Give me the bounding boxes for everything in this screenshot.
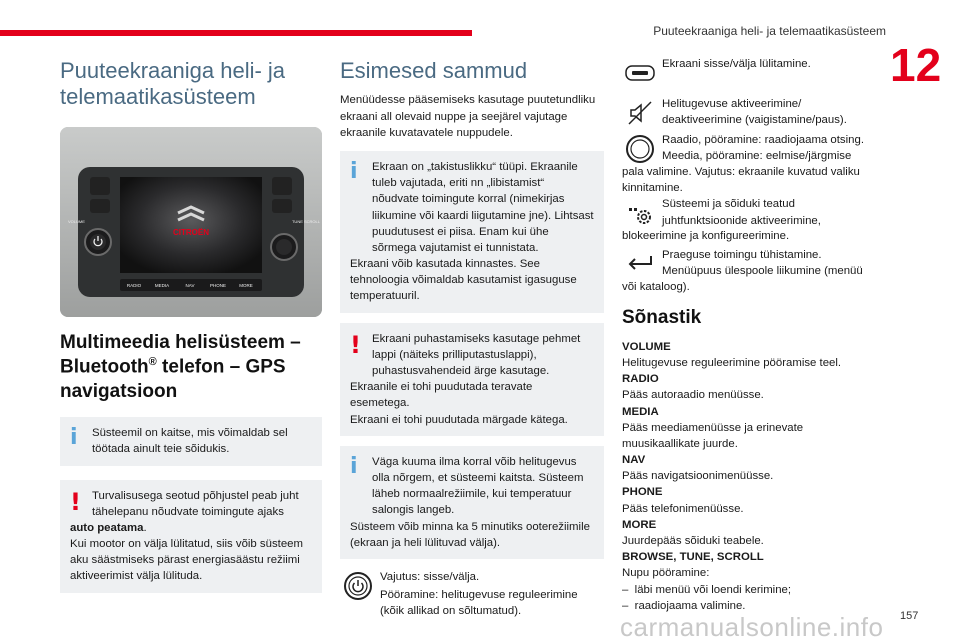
radio-btn-media: MEDIA xyxy=(154,282,170,288)
dict-def: Helitugevuse reguleerimine pööramise teel. xyxy=(622,356,842,369)
dict-def: Pääs navigatsioonimenüüsse. xyxy=(622,470,774,483)
ctrl-text xyxy=(662,196,882,230)
warning-icon: ! xyxy=(70,487,81,516)
ctrl-text xyxy=(662,96,882,130)
dict-list-item: – raadiojaama valimine. xyxy=(622,599,746,612)
note-text: Ekraani võib kasutada kinnastes. See tehnoloogia võimaldab kasutamist igasuguse temperatuuril. xyxy=(350,258,577,303)
note-text: Ekraani puhastamiseks kasutage pehmet lappi (näiteks prilliputastuslappi), puhastusvahendeid ärge kasutage. xyxy=(372,332,581,378)
heading-part-2: telefon – GPS navigatsioon xyxy=(60,356,286,403)
dict-term: RADIO xyxy=(622,373,659,386)
warning-text-2: . xyxy=(143,521,147,534)
warning-bold: auto peatama xyxy=(70,521,144,534)
ctrl-mute xyxy=(622,96,882,130)
watermark: carmanualsonline.info xyxy=(620,612,884,640)
note-text: Ekraani ei tohi puudutada märgade kätega. xyxy=(350,413,568,426)
ctrl-cont-knob: pala valimine. Vajutus: ekraanile kuvatud valiku kinnitamine. xyxy=(622,166,860,195)
radio-unit-illustration xyxy=(60,127,322,317)
radio-btn-phone: PHONE xyxy=(209,282,227,288)
info-note-text: Süsteemil on kaitse, mis võimaldab sel töötada ainult teie sõidukis. xyxy=(92,427,288,456)
knob-icon xyxy=(622,132,658,166)
ctrl-line: Raadio, pööramine: raadiojaama otsing. Meedia, pööramine: eelmise/järgmise xyxy=(662,134,864,163)
heading-part-1: Multimeedia helisüsteem – Bluetooth xyxy=(60,331,301,378)
dictionary-list xyxy=(622,339,882,614)
settings-icon xyxy=(622,196,658,230)
warning-text-1: Turvalisusega seotud põhjustel peab juht tähelepanu nõudvate toimingute ajaks xyxy=(92,489,299,518)
warning-note xyxy=(60,480,322,593)
radio-btn-more: MORE xyxy=(239,282,253,288)
dict-term: NAV xyxy=(622,454,646,467)
ctrl-settings xyxy=(622,196,882,230)
ctrl-line-2-text: Pööramine: helitugevuse reguleerimine (kõik allikad on sõltumatud). xyxy=(380,588,578,618)
column-3 xyxy=(622,56,882,614)
page-number: 157 xyxy=(900,610,919,622)
radio-btn-nav: NAV xyxy=(185,282,195,288)
radio-unit-image xyxy=(60,127,322,317)
heading-sup: ® xyxy=(148,356,157,369)
dict-list-item: – läbi menüü või loendi kerimine; xyxy=(622,583,792,596)
note-text: Süsteem võib minna ka 5 minutiks ooterežiimile (ekraan ja heli lülituvad välja). xyxy=(350,520,590,549)
chapter-number: 12 xyxy=(890,39,942,91)
info-icon: i xyxy=(350,453,358,479)
ctrl-line-2 xyxy=(340,587,604,619)
info-icon: i xyxy=(350,158,358,184)
dict-term: MEDIA xyxy=(622,405,659,418)
ctrl-line: Süsteemi ja sõiduki teatud juhtfunktsioonide aktiveerimine, xyxy=(662,198,821,227)
intro-text: Menüüdesse pääsemiseks kasutage puutetundliku ekraani all olevaid nuppe ja seejärel vajutage ekraanile kuvatavatele nuppudele. xyxy=(340,94,596,139)
column-2 xyxy=(340,56,604,619)
warning-note-cleaning xyxy=(340,323,604,436)
running-title: Puuteekraaniga heli- ja telemaatikasüsteem xyxy=(653,24,886,38)
dict-def: Nupu pööramine: xyxy=(622,567,710,580)
power-knob-icon xyxy=(340,569,376,603)
logo-text: CITROËN xyxy=(173,227,209,237)
info-note-screen xyxy=(340,151,604,313)
ctrl-screen xyxy=(622,56,882,90)
warning-note-text-2 xyxy=(70,520,312,536)
volume-label: VOLUME xyxy=(68,218,85,224)
ctrl-cont-back: või kataloog). xyxy=(622,280,690,293)
warning-icon: ! xyxy=(350,330,361,359)
ctrl-knob xyxy=(622,132,882,166)
dict-term: MORE xyxy=(622,518,657,531)
dict-term: VOLUME xyxy=(622,340,671,353)
mute-icon xyxy=(622,96,658,130)
note-text: Ekraanile ei tohi puudutada teravate esemetega. xyxy=(350,381,533,410)
info-note xyxy=(60,417,322,465)
dictionary-title: Sõnastik xyxy=(622,306,702,328)
column-1 xyxy=(60,56,322,593)
warning-note-text-3: Kui mootor on välja lülitatud, siis võib süsteem aku säästmiseks pärast energiasäästu režiimi aktiveerimist välja lülituda. xyxy=(70,538,303,583)
info-note-heat xyxy=(340,446,604,559)
ctrl-back xyxy=(622,247,882,281)
note-text: Ekraan on „takistuslikku“ tüüpi. Ekraanile tuleb vajutada, eriti nn „libistamist“ nõudvate toimingute korral (nimekirjas liikumine või kaardi liigutamine jne). Lihtsast puudutusest ei piisa. Enam kui ühe sõrmega vajutamist ei tunnistata. xyxy=(372,160,594,254)
section-title-first-steps: Esimesed sammud xyxy=(340,58,528,83)
dict-def: Pääs telefonimenüüsse. xyxy=(622,502,744,515)
ctrl-line: Ekraani sisse/välja lülitamine. xyxy=(662,58,811,70)
ctrl-text xyxy=(662,132,882,166)
back-icon xyxy=(622,247,658,281)
dict-def: Pääs autoraadio menüüsse. xyxy=(622,389,764,402)
header-accent-bar xyxy=(0,30,472,36)
note-text: Väga kuuma ilma korral võib helitugevus olla nõrgem, et süsteemi kaitsta. Süsteem läheb normaalrežiimile, kui temperatuur salongis langeb. xyxy=(372,455,584,517)
dict-term: BROWSE, TUNE, SCROLL xyxy=(622,551,764,564)
screen-toggle-icon xyxy=(622,56,658,90)
ctrl-line: Praeguse toimingu tühistamine. Menüüpuus ülespoole liikumine (menüü xyxy=(662,248,863,277)
ctrl-text xyxy=(662,247,882,281)
dict-def: Juurdepääs sõiduki teabele. xyxy=(622,535,764,547)
ctrl-line: Helitugevuse aktiveerimine/ deaktiveerimine (vaigistamine/paus). xyxy=(662,98,847,127)
tune-label: TUNE SCROLL xyxy=(291,218,321,224)
ctrl-cont-settings: blokeerimine ja konfigureerimine. xyxy=(622,230,790,243)
info-icon: i xyxy=(70,425,78,451)
dict-def: Pääs meediamenüüsse ja erinevate muusikaallikate juurde. xyxy=(622,421,804,450)
ctrl-line: Vajutus: sisse/välja. xyxy=(380,570,480,583)
page-title: Puuteekraaniga heli- ja telemaatikasüsteem xyxy=(60,58,286,110)
radio-btn-radio: RADIO xyxy=(126,282,142,288)
section-heading-multimedia xyxy=(60,331,322,405)
warning-note-text xyxy=(70,488,312,520)
dict-term: PHONE xyxy=(622,486,663,499)
ctrl-text xyxy=(662,56,811,90)
